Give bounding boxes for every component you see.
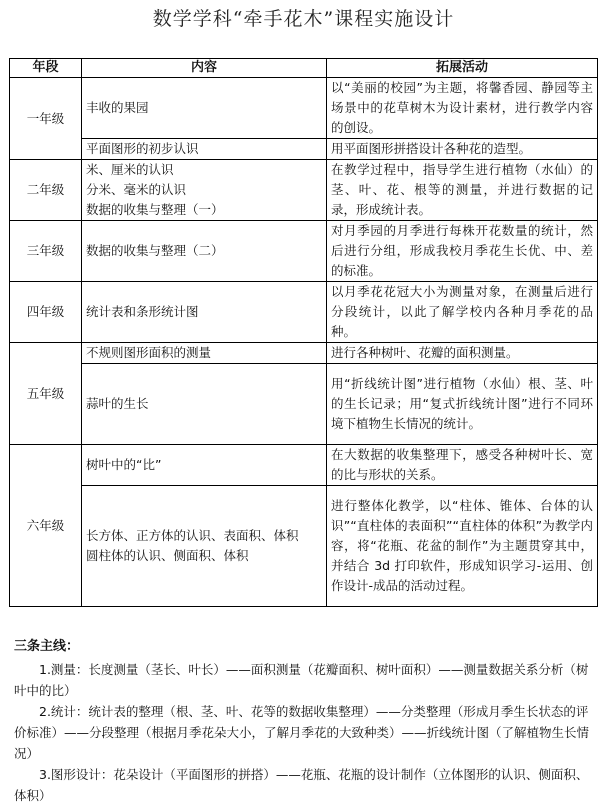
- content-line: 数据的收集与整理（一）: [86, 202, 224, 217]
- activity-cell: 以月季花花冠大小为测量对象，在测量后进行分段统计，以此了解学校内各种月季花的品种。: [327, 282, 598, 343]
- content-line: 树叶中的“比”: [86, 457, 162, 472]
- activity-cell: 用平面图形拼搭设计各种花的造型。: [327, 139, 598, 160]
- table-row: [10, 343, 598, 364]
- grade-cell: 六年级: [10, 445, 82, 607]
- activity-cell: 进行整体化教学，以“柱体、锥体、台体的认识”“直柱体的表面积”“直柱体的体积”为教学内容，将“花瓶、花盆的制作”为主题贯穿其中，并结合 3d 打印软件，形成知识学习-运用、创作设计-成品的活动过程。: [327, 486, 598, 607]
- content-cell: [82, 221, 327, 282]
- table-row: [10, 78, 598, 139]
- content-line: 分米、毫米的认识: [86, 182, 187, 197]
- activity-cell: 在教学过程中，指导学生进行植物（水仙）的茎、叶、花、根等的测量，并进行数据的记录，形成统计表。: [327, 160, 598, 221]
- content-cell: [82, 160, 327, 221]
- course-table: [9, 58, 598, 607]
- content-line: 米、厘米的认识: [86, 162, 174, 177]
- main-line-item: 3.图形设计：花朵设计（平面图形的拼搭）——花瓶、花瓶的设计制作（立体图形的认识、侧面积、体积）: [14, 767, 589, 803]
- grade-cell: 二年级: [10, 160, 82, 221]
- table-row: [10, 221, 598, 282]
- content-line: 不规则图形面积的测量: [86, 345, 212, 360]
- main-line-item: 1.测量：长度测量（茎长、叶长）——面积测量（花瓣面积、树叶面积）——测量数据关系分析（树叶中的比）: [14, 662, 589, 698]
- grade-cell: 四年级: [10, 282, 82, 343]
- content-line: 蒜叶的生长: [86, 396, 149, 411]
- header-grade: 年段: [10, 59, 82, 78]
- content-cell: [82, 282, 327, 343]
- content-cell: [82, 139, 327, 160]
- table-row: [10, 282, 598, 343]
- activity-cell: 对月季园的月季进行每株开花数量的统计，然后进行分组，形成我校月季花生长优、中、差的标准。: [327, 221, 598, 282]
- grade-cell: 五年级: [10, 343, 82, 445]
- activity-cell: 进行各种树叶、花瓣的面积测量。: [327, 343, 598, 364]
- content-line: 统计表和条形统计图: [86, 304, 199, 319]
- table-row: [10, 445, 598, 486]
- content-cell: [82, 445, 327, 486]
- activity-cell: 在大数据的收集整理下，感受各种树叶长、宽的比与形状的关系。: [327, 445, 598, 486]
- grade-cell: 三年级: [10, 221, 82, 282]
- table-row: [10, 364, 598, 445]
- content-cell: [82, 364, 327, 445]
- table-row: [10, 139, 598, 160]
- content-cell: [82, 486, 327, 607]
- content-line: 圆柱体的认识、侧面积、体积: [86, 548, 249, 563]
- header-content: 内容: [82, 59, 327, 78]
- activity-cell: 以“美丽的校园”为主题，将馨香园、静园等主场景中的花草树木为设计素材，进行教学内容的创设。: [327, 78, 598, 139]
- page-title: 数学学科“牵手花木”课程实施设计: [152, 8, 455, 30]
- grade-cell: 一年级: [10, 78, 82, 160]
- main-lines-title: 三条主线：: [14, 639, 80, 654]
- content-line: 长方体、正方体的认识、表面积、体积: [86, 528, 299, 543]
- header-activity: 拓展活动: [327, 59, 598, 78]
- content-line: 平面图形的初步认识: [86, 141, 199, 156]
- content-cell: [82, 343, 327, 364]
- content-cell: [82, 78, 327, 139]
- table-row: [10, 486, 598, 607]
- table-row: [10, 160, 598, 221]
- main-lines-list: [14, 659, 596, 806]
- activity-cell: 用“折线统计图”进行植物（水仙）根、茎、叶的生长记录；用“复式折线统计图”进行不同环境下植物生长情况的统计。: [327, 364, 598, 445]
- content-line: 数据的收集与整理（二）: [86, 243, 224, 258]
- content-line: 丰收的果园: [86, 100, 149, 115]
- main-line-item: 2.统计：统计表的整理（根、茎、叶、花等的数据收集整理）——分类整理（形成月季生长状态的评价标准）——分段整理（根据月季花朵大小，了解月季花的大致种类）——折线统计图（了解植物生长情况）: [14, 704, 590, 761]
- table-header-row: [10, 59, 598, 78]
